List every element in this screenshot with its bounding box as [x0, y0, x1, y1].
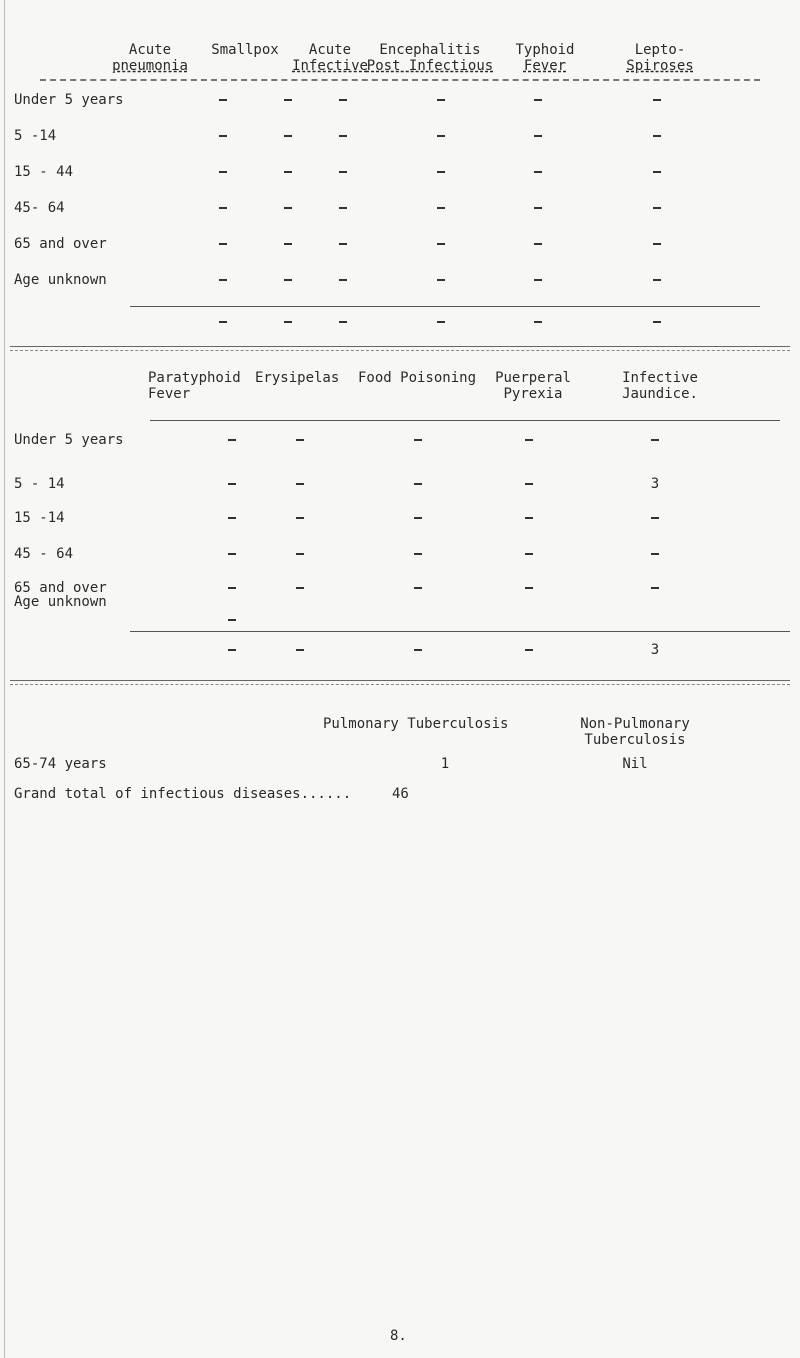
t1-row-label: 45- 64 — [14, 200, 65, 216]
nil-dash — [219, 207, 227, 209]
nil-dash — [219, 99, 227, 101]
t1-end-rule — [10, 346, 790, 351]
nil-dash — [339, 279, 347, 281]
t1-header-acute-pneumonia: Acute pneumonia — [112, 42, 188, 74]
grand-total-value: 46 — [392, 786, 409, 802]
nil-dash — [653, 99, 661, 101]
nil-dash — [219, 321, 227, 323]
t1-cell — [421, 128, 461, 144]
t1-cell — [518, 128, 558, 144]
t2-row-label: 45 - 64 — [14, 546, 74, 562]
t2-row-label: 15 -14 — [14, 510, 65, 526]
nil-dash — [296, 553, 304, 555]
nil-dash — [437, 279, 445, 281]
nil-dash — [296, 483, 304, 485]
nil-dash — [653, 207, 661, 209]
t1-header-leptospiroses: Lepto- Spiroses — [626, 42, 694, 74]
t1-cell — [268, 164, 308, 180]
nil-dash — [534, 243, 542, 245]
t2-cell — [509, 510, 549, 526]
t1-cell — [518, 92, 558, 108]
nil-dash — [653, 279, 661, 281]
t2-total-cell — [398, 642, 438, 658]
t1-cell — [203, 128, 243, 144]
tb-non-pulmonary-value: Nil — [622, 756, 648, 772]
nil-dash — [534, 99, 542, 101]
nil-dash — [284, 279, 292, 281]
nil-dash — [284, 99, 292, 101]
nil-dash — [339, 321, 347, 323]
nil-dash — [525, 649, 533, 651]
t2-header-rule — [150, 420, 780, 421]
t1-cell — [203, 272, 243, 288]
t1-cell — [637, 200, 677, 216]
nil-dash — [414, 483, 422, 485]
t2-row-label: Age unknown — [14, 594, 107, 610]
t1-header-encephalitis: Encephalitis Post Infectious — [366, 42, 494, 74]
t1-cell — [268, 272, 308, 288]
t1-header-rule — [40, 79, 760, 81]
t2-cell — [509, 580, 549, 596]
t2-cell — [635, 432, 675, 448]
t2-row-label: 65 and over — [14, 580, 107, 596]
nil-dash — [339, 171, 347, 173]
nil-dash — [284, 207, 292, 209]
t2-header-puerperal: Puerperal Pyrexia — [495, 370, 571, 402]
t1-row-label: 15 - 44 — [14, 164, 74, 180]
t2-cell — [280, 510, 320, 526]
nil-dash — [653, 321, 661, 323]
t1-cell — [518, 272, 558, 288]
t2-cell — [509, 432, 549, 448]
nil-dash — [437, 171, 445, 173]
t2-cell — [635, 580, 675, 596]
nil-dash — [534, 321, 542, 323]
nil-dash — [219, 243, 227, 245]
nil-dash — [228, 619, 236, 621]
tb-pulmonary-value: 1 — [440, 756, 450, 772]
t1-cell — [637, 128, 677, 144]
t2-cell — [398, 510, 438, 526]
t1-row-label: 65 and over — [14, 236, 107, 252]
nil-dash — [437, 99, 445, 101]
t1-cell — [421, 200, 461, 216]
t1-cell — [268, 128, 308, 144]
nil-dash — [228, 439, 236, 441]
t2-cell — [635, 546, 675, 562]
t2-cell: 3 — [650, 476, 660, 492]
t1-cell — [323, 272, 363, 288]
t1-cell — [268, 200, 308, 216]
nil-dash — [525, 439, 533, 441]
t2-cell — [280, 432, 320, 448]
t2-cell — [509, 546, 549, 562]
t1-header-smallpox: Smallpox — [211, 42, 279, 58]
t1-cell — [637, 272, 677, 288]
t2-row-label: 5 - 14 — [14, 476, 65, 492]
t2-end-rule — [10, 680, 790, 685]
tb-header-non-pulmonary: Non-Pulmonary Tuberculosis — [580, 716, 690, 748]
t2-total-rule — [130, 631, 790, 632]
nil-dash — [414, 439, 422, 441]
t2-header-paratyphoid: Paratyphoid Fever — [148, 370, 241, 402]
t2-cell — [280, 546, 320, 562]
t2-cell — [398, 580, 438, 596]
t1-cell — [203, 92, 243, 108]
nil-dash — [414, 649, 422, 651]
nil-dash — [284, 321, 292, 323]
nil-dash — [653, 171, 661, 173]
nil-dash — [339, 243, 347, 245]
nil-dash — [296, 439, 304, 441]
nil-dash — [296, 649, 304, 651]
t1-row-label: Under 5 years — [14, 92, 124, 108]
t1-cell — [203, 164, 243, 180]
t2-total-cell — [280, 642, 320, 658]
t1-total-cell — [268, 314, 308, 330]
tb-row-label: 65-74 years — [14, 756, 107, 772]
nil-dash — [228, 587, 236, 589]
nil-dash — [339, 207, 347, 209]
t2-cell — [212, 476, 252, 492]
nil-dash — [296, 517, 304, 519]
nil-dash — [284, 135, 292, 137]
t1-header-typhoid: Typhoid Fever — [515, 42, 575, 74]
nil-dash — [525, 517, 533, 519]
t2-cell — [398, 432, 438, 448]
nil-dash — [437, 135, 445, 137]
t1-cell — [637, 236, 677, 252]
nil-dash — [534, 135, 542, 137]
t1-total-cell — [518, 314, 558, 330]
t1-cell — [268, 236, 308, 252]
t1-total-cell — [323, 314, 363, 330]
nil-dash — [228, 553, 236, 555]
t1-cell — [323, 128, 363, 144]
t2-cell — [212, 580, 252, 596]
nil-dash — [651, 517, 659, 519]
nil-dash — [219, 171, 227, 173]
t1-cell — [637, 164, 677, 180]
nil-dash — [228, 649, 236, 651]
nil-dash — [284, 243, 292, 245]
t1-cell — [323, 92, 363, 108]
t1-cell — [323, 200, 363, 216]
nil-dash — [437, 207, 445, 209]
nil-dash — [525, 587, 533, 589]
nil-dash — [525, 483, 533, 485]
t1-cell — [421, 272, 461, 288]
nil-dash — [296, 587, 304, 589]
t1-total-cell — [637, 314, 677, 330]
t2-cell — [212, 432, 252, 448]
grand-total-label: Grand total of infectious diseases...... — [14, 786, 352, 802]
t2-cell — [280, 580, 320, 596]
t1-cell — [637, 92, 677, 108]
nil-dash — [284, 171, 292, 173]
nil-dash — [228, 483, 236, 485]
t2-cell — [212, 612, 252, 628]
t1-cell — [268, 92, 308, 108]
nil-dash — [437, 321, 445, 323]
nil-dash — [653, 135, 661, 137]
page-number: 8. — [390, 1328, 407, 1344]
nil-dash — [414, 587, 422, 589]
t1-cell — [421, 164, 461, 180]
nil-dash — [228, 517, 236, 519]
nil-dash — [651, 587, 659, 589]
t2-total-cell — [212, 642, 252, 658]
nil-dash — [534, 207, 542, 209]
t2-cell — [212, 546, 252, 562]
tb-header-pulmonary: Pulmonary Tuberculosis — [323, 716, 509, 732]
t2-cell — [509, 476, 549, 492]
t1-cell — [421, 236, 461, 252]
t1-row-label: Age unknown — [14, 272, 107, 288]
nil-dash — [414, 553, 422, 555]
nil-dash — [339, 99, 347, 101]
t1-cell — [518, 200, 558, 216]
nil-dash — [414, 517, 422, 519]
t1-cell — [323, 164, 363, 180]
t2-header-erysipelas: Erysipelas — [255, 370, 340, 386]
t1-cell — [421, 92, 461, 108]
nil-dash — [534, 279, 542, 281]
nil-dash — [219, 135, 227, 137]
t1-cell — [203, 236, 243, 252]
nil-dash — [219, 279, 227, 281]
t2-cell — [398, 546, 438, 562]
t2-cell — [635, 510, 675, 526]
t2-cell — [212, 510, 252, 526]
t2-cell — [398, 476, 438, 492]
t1-row-label: 5 -14 — [14, 128, 57, 144]
t1-cell — [518, 236, 558, 252]
nil-dash — [339, 135, 347, 137]
t1-header-acute-infective: Acute Infective — [292, 42, 368, 74]
t2-row-label: Under 5 years — [14, 432, 124, 448]
t1-total-cell — [421, 314, 461, 330]
nil-dash — [651, 439, 659, 441]
t2-cell — [280, 476, 320, 492]
nil-dash — [437, 243, 445, 245]
nil-dash — [525, 553, 533, 555]
nil-dash — [651, 553, 659, 555]
nil-dash — [534, 171, 542, 173]
t1-total-rule — [130, 306, 760, 307]
binding-edge — [4, 0, 5, 1358]
t1-cell — [203, 200, 243, 216]
t2-header-infective-jaundice: Infective Jaundice. — [622, 370, 698, 402]
t1-total-cell — [203, 314, 243, 330]
t2-total-cell — [509, 642, 549, 658]
nil-dash — [653, 243, 661, 245]
t1-cell — [323, 236, 363, 252]
t2-total-cell: 3 — [650, 642, 660, 658]
t2-header-food-poisoning: Food Poisoning — [358, 370, 477, 386]
t1-cell — [518, 164, 558, 180]
